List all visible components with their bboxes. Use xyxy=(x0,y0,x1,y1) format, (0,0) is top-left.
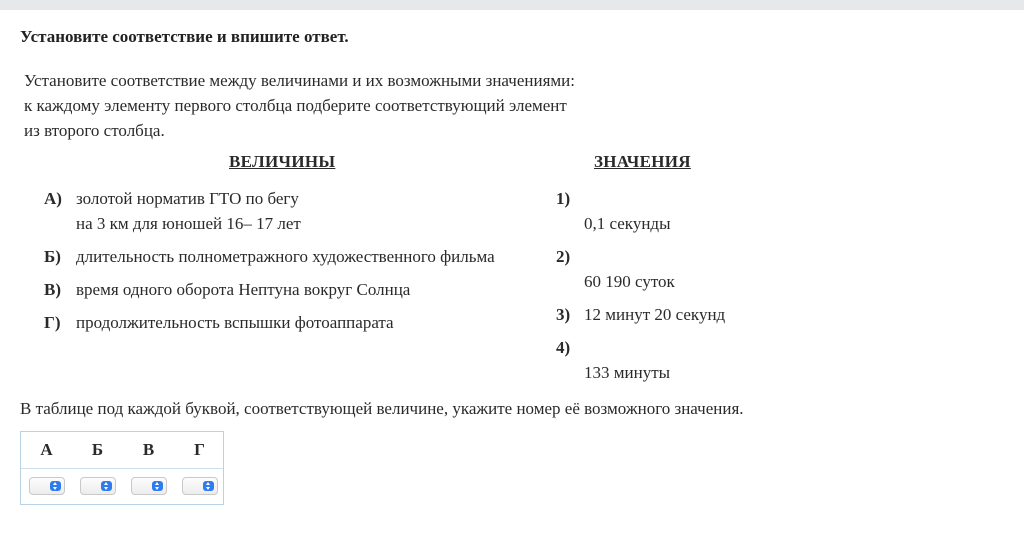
value-number: 1) xyxy=(556,189,571,208)
quantity-letter: Б) xyxy=(44,247,61,266)
answer-cell-g xyxy=(174,477,225,499)
answer-select-b[interactable] xyxy=(80,477,116,495)
quantity-letter: А) xyxy=(44,189,62,208)
updown-arrows-icon xyxy=(50,481,61,491)
value-text: 0,1 секунды xyxy=(584,214,671,233)
answer-select-v[interactable] xyxy=(131,477,167,495)
updown-arrows-icon xyxy=(152,481,163,491)
answer-header-a: А xyxy=(40,440,53,459)
answer-cell-v xyxy=(123,477,174,499)
task-intro xyxy=(24,68,644,143)
answer-cell-b xyxy=(72,477,123,499)
answer-cell-a xyxy=(21,477,72,499)
intro-line: Установите соответствие между величинами и их возможными значениями: xyxy=(24,71,575,90)
quantity-letter: Г) xyxy=(44,313,61,332)
answer-header-v: В xyxy=(142,440,155,459)
answer-header-g: Г xyxy=(194,440,205,459)
value-number: 3) xyxy=(556,305,571,324)
quantity-text: на 3 км для юношей 16– 17 лет xyxy=(76,214,301,233)
quantity-letter: В) xyxy=(44,280,61,299)
answer-header-b: Б xyxy=(91,440,104,459)
intro-line: к каждому элементу первого столбца подберите соответствующий элемент xyxy=(24,96,567,115)
quantities-header: ВЕЛИЧИНЫ xyxy=(229,152,336,171)
value-text: 12 минут 20 секунд xyxy=(584,305,726,324)
value-text: 133 минуты xyxy=(584,363,671,382)
updown-arrows-icon xyxy=(203,481,214,491)
answer-table xyxy=(20,431,224,505)
answer-select-a[interactable] xyxy=(29,477,65,495)
task-title: Установите соответствие и впишите ответ. xyxy=(20,27,349,46)
answer-instruction: В таблице под каждой буквой, соответствующей величине, укажите номер её возможного значения. xyxy=(20,399,744,418)
values-header: ЗНАЧЕНИЯ xyxy=(594,152,691,171)
answer-table-header xyxy=(21,432,223,469)
value-text: 60 190 суток xyxy=(584,272,675,291)
quantity-text: длительность полнометражного художественного фильма xyxy=(76,247,495,266)
quantity-text: время одного оборота Нептуна вокруг Солнца xyxy=(76,280,411,299)
quantity-text: золотой норматив ГТО по бегу xyxy=(76,189,299,208)
value-number: 4) xyxy=(556,338,571,357)
answer-select-g[interactable] xyxy=(182,477,218,495)
top-bar xyxy=(0,0,1024,10)
quantity-text: продолжительность вспышки фотоаппарата xyxy=(76,313,394,332)
value-number: 2) xyxy=(556,247,571,266)
updown-arrows-icon xyxy=(101,481,112,491)
intro-line: из второго столбца. xyxy=(24,121,165,140)
